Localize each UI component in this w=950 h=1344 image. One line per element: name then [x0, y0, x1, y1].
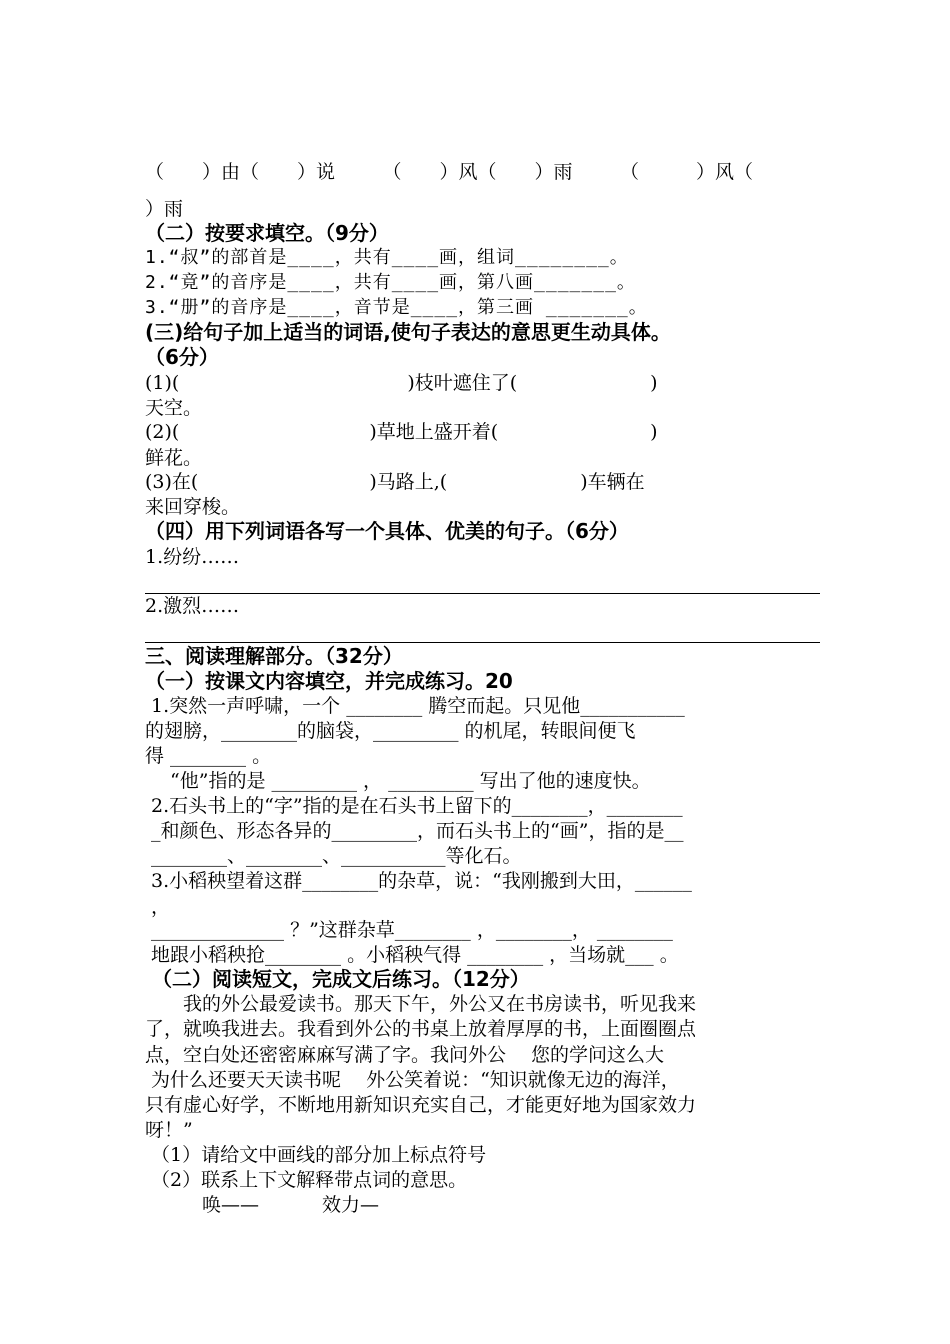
idiom-fill-line-1: （ ）由（ ）说 （ ）风（ ）雨 （ ）风（ — [145, 161, 754, 183]
reading-fill-line-8: 3.小稻秧望着这群________的杂草，说：“我刚搬到大田，______ — [145, 870, 692, 892]
section-heading-4: （四）用下列词语各写一个具体、优美的句子。（6分） — [145, 519, 629, 543]
answer-rule-2 — [145, 642, 820, 643]
section-heading-3: (三)给句子加上适当的词语,使句子表达的意思更生动具体。 — [145, 320, 671, 344]
fill-item-1: 1.“叔”的部首是____，共有____画，组词________。 — [145, 247, 629, 268]
sentence-line-3: (3)在( )马路上,( )车辆在 — [145, 471, 645, 493]
idiom-fill-line-2: ）雨 — [145, 198, 184, 220]
question-1: （1）请给文中画线的部分加上标点符号 — [145, 1144, 487, 1166]
fill-item-2: 2.“竟”的音序是____，共有____画，第八画_______。 — [145, 272, 636, 293]
reading-fill-line-10: ______________ ？”这群杂草________ ，________， ________ — [145, 919, 673, 941]
sentence-line-1b: 天空。 — [145, 397, 203, 419]
reading-fill-line-9: ， — [145, 896, 171, 918]
sentence-line-2b: 鲜花。 — [145, 447, 203, 469]
word-item-1: 1.纷纷…… — [145, 546, 240, 568]
passage-line-4: 为什么还要天天读书呢 外公笑着说：“知识就像无边的海洋， — [145, 1069, 680, 1091]
reading-fill-line-1: 1.突然一声呼啸，一个 ________ 腾空而起。只见他___________ — [145, 695, 685, 717]
reading-fill-line-3: 得 ________ 。 — [145, 745, 272, 767]
reading-fill-line-4: “他”指的是 _________ ， _________ 写出了他的速度快。 — [145, 770, 651, 792]
passage-line-3: 点，空白处还密密麻麻写满了字。我问外公 您的学问这么大 — [145, 1044, 665, 1066]
passage-line-2: 了，就唤我进去。我看到外公的书桌上放着厚厚的书，上面圈圈点 — [145, 1018, 697, 1040]
reading-fill-line-7: ________、________、___________等化石。 — [145, 845, 522, 867]
sentence-line-2: (2)( )草地上盛开着( ) — [145, 421, 658, 443]
passage-line-6: 呀！” — [145, 1119, 193, 1141]
section-heading-2: （二）按要求填空。（9分） — [145, 221, 389, 245]
question-2-words: 唤—— 效力— — [145, 1194, 380, 1216]
passage-line-1: 我的外公最爱读书。那天下午，外公又在书房读书，听见我来 — [145, 993, 697, 1015]
reading-fill-line-2: 的翅膀，________的脑袋，_________ 的机尾，转眼间便飞 — [145, 720, 636, 742]
reading-fill-line-11: 地跟小稻秧抢________ 。小稻秧气得 ________ ，当场就___ 。 — [145, 944, 679, 966]
sentence-line-1: (1)( )枝叶遮住了( ) — [145, 372, 658, 394]
reading-fill-line-6: _和颜色、形态各异的_________，而石头书上的“画”，指的是__ — [145, 820, 684, 842]
sentence-line-3b: 来回穿梭。 — [145, 496, 241, 518]
reading-fill-line-5: 2.石头书上的“字”指的是在石头书上留下的________，________ — [145, 795, 683, 817]
part3-sub2-heading: （二）阅读短文，完成文后练习。（12分） — [145, 967, 530, 991]
fill-item-3: 3.“册”的音序是____，音节是____，第三画 _______。 — [145, 297, 648, 318]
answer-rule-1 — [145, 593, 820, 594]
question-2: （2）联系上下文解释带点词的意思。 — [145, 1169, 468, 1191]
section-heading-3-score: （6分） — [145, 345, 219, 369]
word-item-2: 2.激烈…… — [145, 595, 240, 617]
part3-heading: 三、阅读理解部分。（32分） — [145, 644, 403, 668]
part3-sub1-heading: （一）按课文内容填空，并完成练习。20 — [145, 669, 513, 693]
passage-line-5: 只有虚心好学，不断地用新知识充实自己，才能更好地为国家效力 — [145, 1094, 697, 1116]
